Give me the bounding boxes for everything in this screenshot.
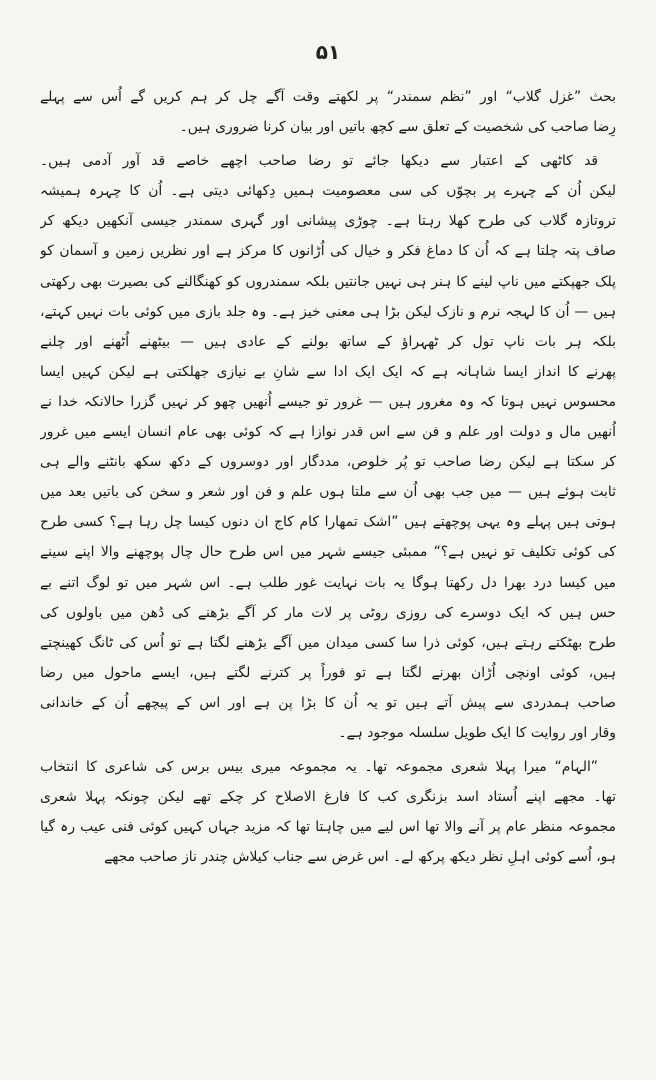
text-line: قد کاٹھی کے اعتبار سے دیکھا جائے تو رضا صاحب اچھے خاصے قد آور آدمی ہیں۔ [40,153,598,170]
text-line: اُنھیں مال و دولت اور علم و فن سے اس قدر نوازا ہے کہ کوئی بھی عام انسان ایسے میں غرور [40,424,616,441]
text-line: ”الہام“ میرا پہلا شعری مجموعہ تھا۔ یہ مجموعہ میری بیس برس کی شاعری کا انتخاب [40,759,598,776]
body-text [40,82,616,872]
text-line: حس ہیں کہ ایک دوسرے کی روزی روٹی پر لات مار کر آگے بڑھنے کی دُھن میں باولوں کی [40,604,616,621]
text-line: طرح بھٹکتے رہتے ہیں، کوئی ذرا سا کسی میدان میں آگے بڑھنے لگتا ہے تو اُس کی ٹانگ کھینچتے [40,634,616,651]
text-line: پلک جھپکتے میں ناپ لینے کا ہنر ہی نہیں جانتیں بلکہ سمندروں کو کھنگالنے کی بصیرت بھی رکھتی [40,273,616,290]
text-line: ہوتی ہیں پہلے وہ یہی پوچھتے ہیں ”اشک تمھارا کام کاج ان دنوں کیسا چل رہا ہے؟ کسی طرح [40,514,616,531]
text-line: صاحب ہمدردی سے پیش آتے ہیں تو یہ اُن کا بڑا پن ہے اور اس کے پیچھے اُن کے خاندانی [40,694,616,711]
text-line: ہو، اُسے کوئی اہلِ نظر دیکھ پرکھ لے۔ اس غرض سے جناب کیلاش چندر ناز صاحب مجھے [104,849,616,866]
text-line: ہیں — اُن کا لہجہ نرم و نازک لیکن بڑا ہی معنی خیز ہے۔ وہ جلد بازی میں کوئی بات نہیں کہتے، [40,303,616,320]
text-line: ہیں، کوئی اونچی اُڑان بھرنے لگتا ہے تو فوراً پر کترنے لگتے ہیں، ایسے ماحول میں رضا [40,664,616,681]
text-line: بحث ”غزل گلاب“ اور ”نظم سمندر“ پر لکھتے وقت آگے چل کر ہم کریں گے اُس سے پہلے [40,89,616,105]
text-line: لیکن اُن کے چہرے پر بچوّں کی سی معصومیت ہمیں دِکھائی دیتی ہے۔ اُن کا چہرہ ہمیشہ [40,183,616,200]
text-line: ثابت ہوئے ہیں — میں جب بھی اُن سے ملتا ہوں علم و فن اور شعر و سخن کی باتیں بعد میں [40,484,616,501]
page-number: ۵۱ [315,40,341,64]
text-line: پھرنے کا انداز ایسا شاہانہ ہے کہ ایک ایک ادا سے شانِ بے نیازی جھلکتی ہے لیکن کہیں ایسا [40,363,616,380]
paragraph [40,146,616,748]
text-line: صاف پتہ چلتا ہے کہ اُن کا دماغ فکر و خیال کی اُڑانوں کا مرکز ہے اور نظریں زمین و آسمان کو [40,243,616,260]
text-line: تروتازہ گلاب کی طرح کھلا رہتا ہے۔ چوڑی پیشانی اور گہری سمندر جیسی آنکھیں دیکھ کر [40,213,616,230]
text-line: محسوس نہیں ہوتا کہ وہ مغرور ہیں — غرور تو جیسے اُنھیں چھو کر نہیں گزرا حالانکہ خدا نے [40,393,616,410]
text-line: کی کوئی تکلیف تو نہیں ہے؟“ ممبئی جیسے شہر میں اس طرح حال چال پوچھنے والا اپنے سینے [40,544,616,561]
paragraph [40,82,616,142]
text-line: تھا۔ مجھے اپنے اُستاد اسد بزنگری کب کا فارغ الاصلاح کر چکے تھے لیکن چونکہ پہلا شعری [40,789,616,806]
text-line: میں کیسا درد بھرا دل رکھتا ہوگا یہ بات نہایت غور طلب ہے۔ اس شہر میں تو لوگ اتنے بے [40,574,616,591]
text-line: کر سکتا ہے لیکن رضا صاحب تو پُر خلوص، مددگار اور دوسروں کے دکھ سکھ بانٹنے والے ہی [40,454,616,471]
text-line: رِضا صاحب کی شخصیت کے تعلق سے کچھ باتیں اور بیان کرنا ضروری ہیں۔ [179,119,616,136]
text-line: وقار اور روایت کا ایک طویل سلسلہ موجود ہے۔ [338,724,616,741]
text-line: بلکہ ہر بات ناپ تول کر ٹھہراؤ کے ساتھ بولنے کے عادی ہیں — بیٹھنے اُٹھنے اور چلنے [40,333,616,350]
text-line: مجموعہ منظر عام پر آنے والا تھا اس لیے میں چاہتا تھا کہ مزید جہاں کہیں کوئی فنی عیب رہ گیا [40,819,616,836]
paragraph [40,752,616,872]
